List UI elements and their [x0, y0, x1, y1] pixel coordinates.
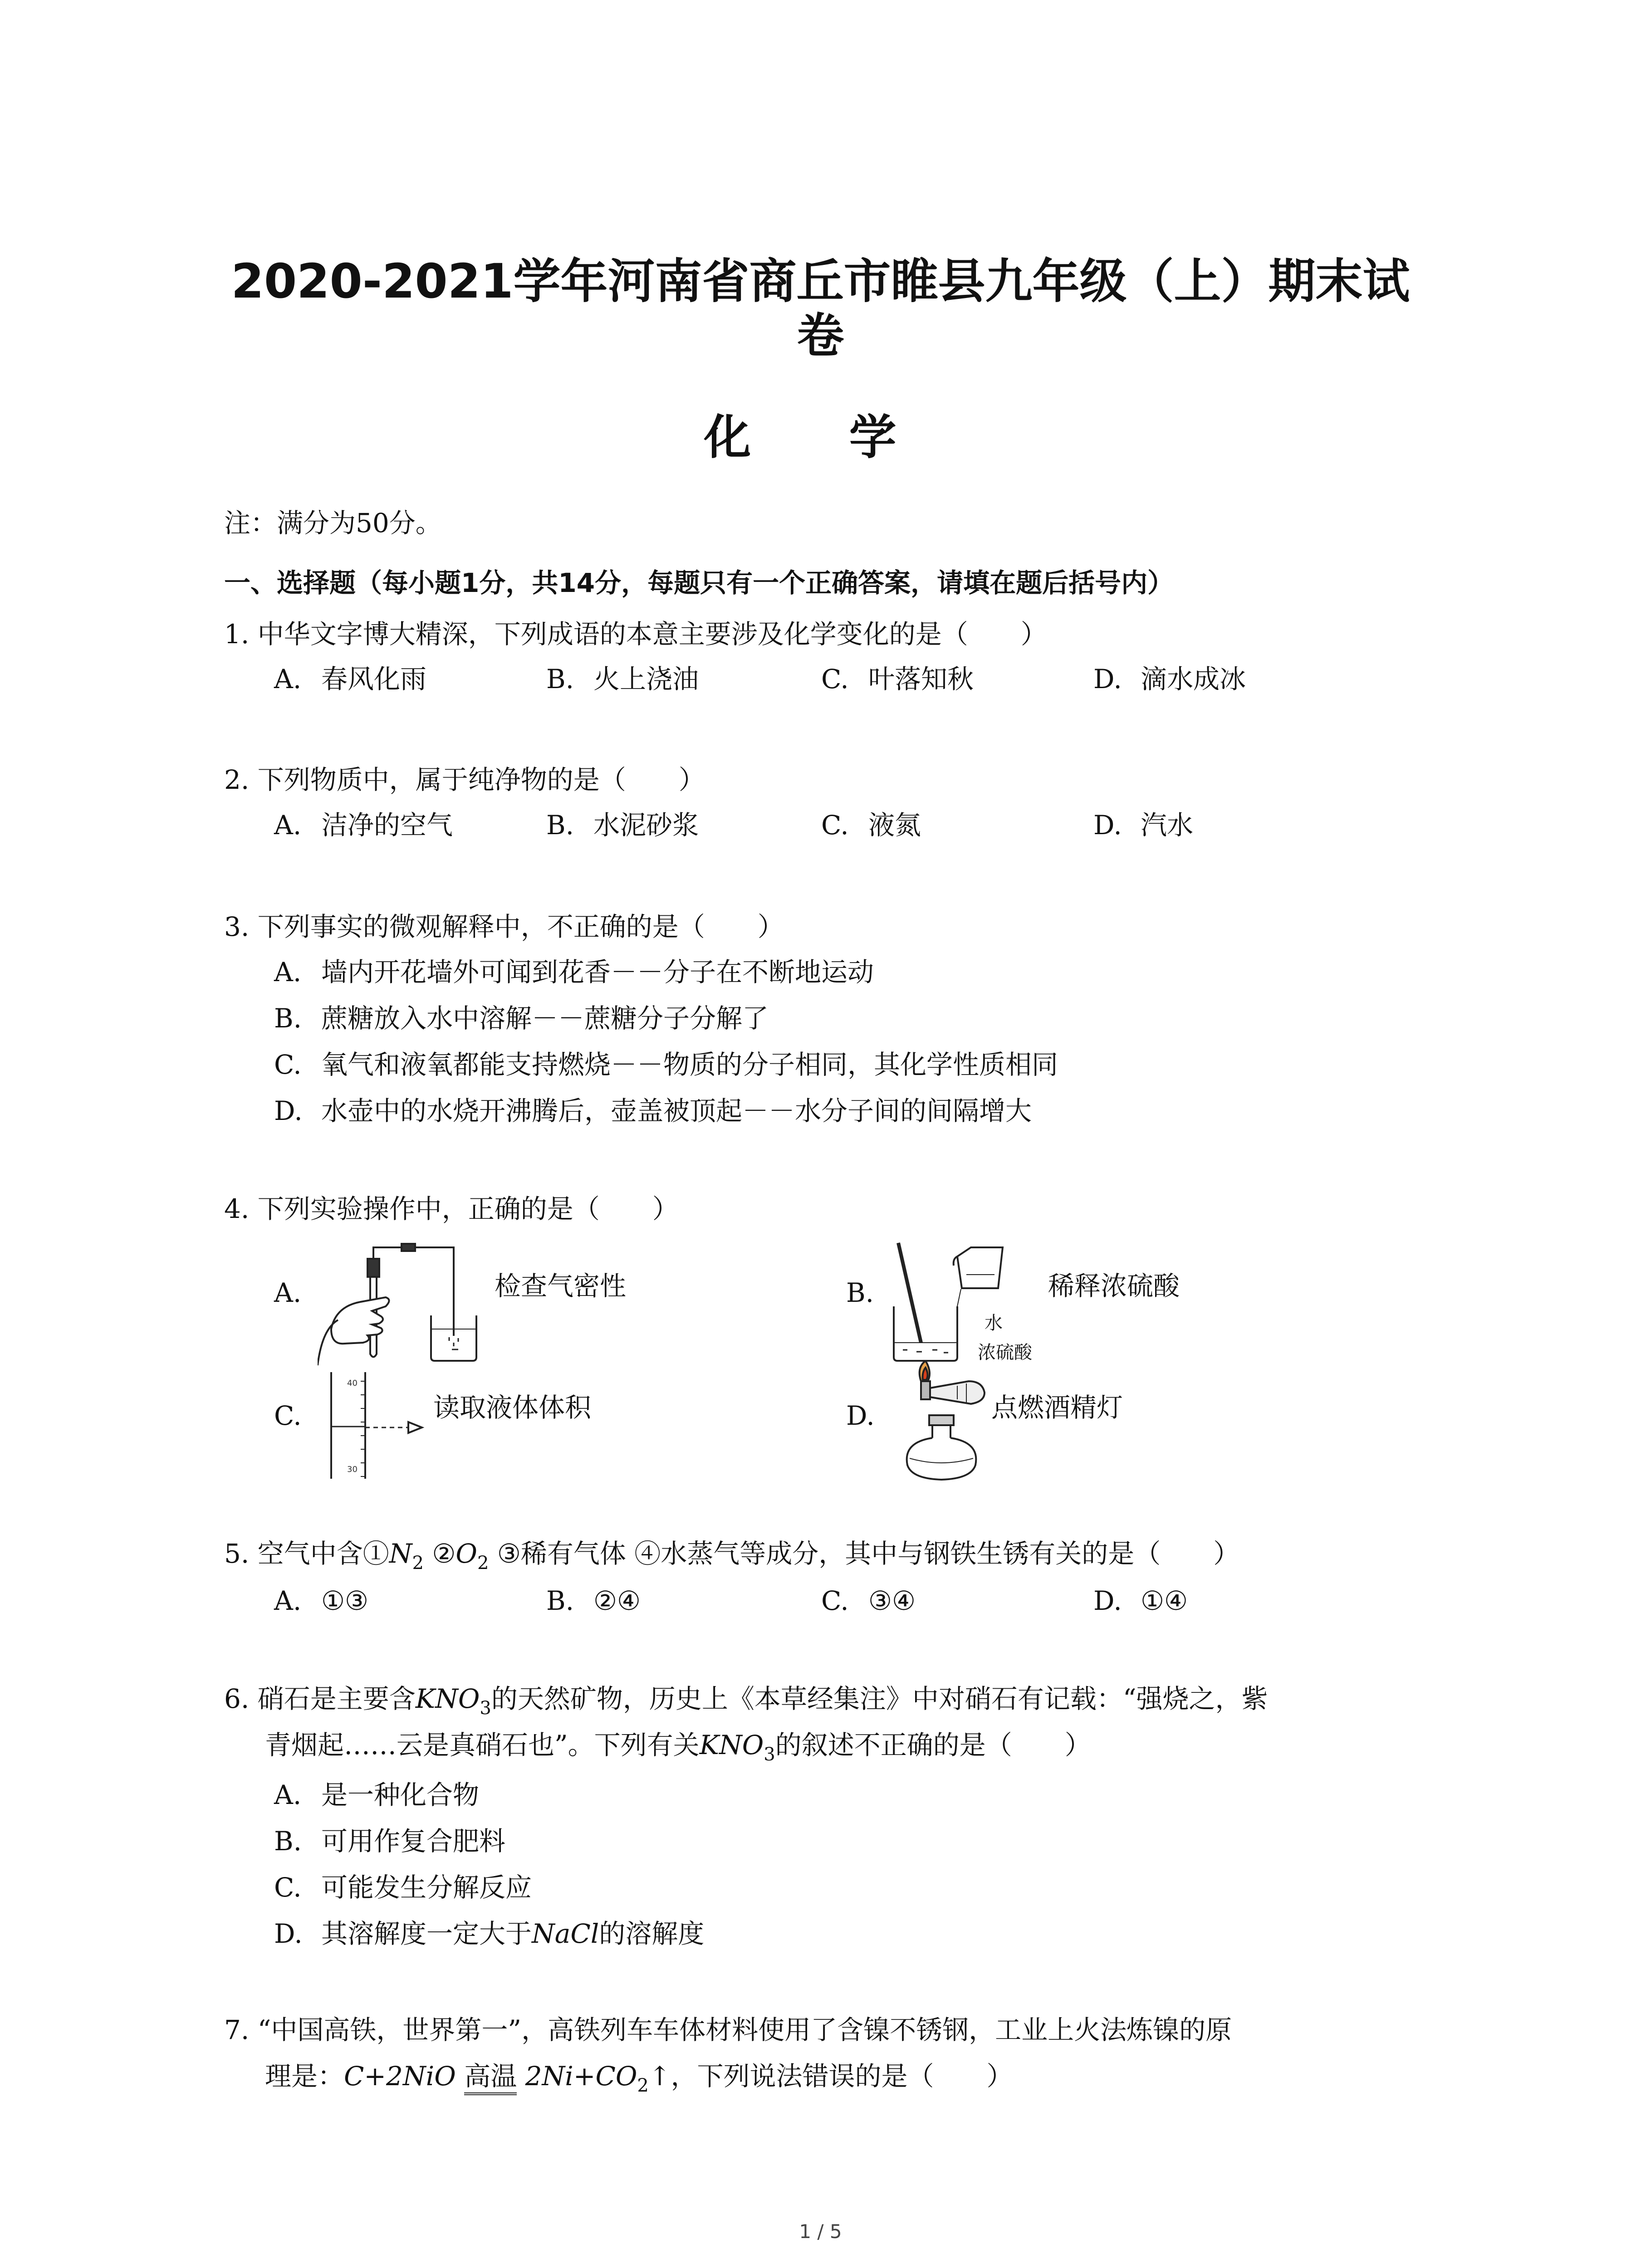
concentrated-acid-label: 浓硫酸 [978, 1342, 1032, 1363]
page-number: 1 / 5 [799, 2220, 842, 2243]
q5-option-a: A. ①③ [274, 1585, 368, 1616]
q3-option-a: A. 墙内开花墙外可闻到花香－－分子在不断地运动 [274, 957, 874, 987]
q1-option-a: A. 春风化雨 [274, 664, 427, 694]
water-label: 水 [985, 1313, 1003, 1334]
q1-option-b: B. 火上浇油 [546, 664, 699, 694]
q5-option-c: C. ③④ [821, 1585, 916, 1616]
q4-option-a-letter: A. [274, 1277, 302, 1308]
q2-option-a: A. 洁净的空气 [274, 810, 453, 841]
q5-option-d: D. ①④ [1093, 1585, 1188, 1616]
q4-option-b-letter: B. [846, 1277, 874, 1308]
tick-label-40: 40 [347, 1378, 358, 1388]
q5-stem: 5. 空气中含$①N_2$ $②O_2$ ③稀有气体 ④水蒸气等成分，其中与钢铁生锈有关的是（ ） [224, 1538, 1240, 1574]
q6-option-b: B. 可用作复合肥料 [274, 1826, 506, 1857]
exam-title [113, 254, 1528, 363]
q6-option-d: D. 其溶解度一定大于NaCl的溶解度 [274, 1918, 705, 1949]
q2-option-c: C. 液氮 [821, 810, 921, 841]
q1-stem: 1. 中华文字博大精深，下列成语的本意主要涉及化学变化的是（ ） [224, 619, 1047, 650]
q5-option-b: B. ②④ [546, 1585, 641, 1616]
q4-option-c-text: 读取液体体积 [433, 1392, 592, 1423]
q4-stem: 4. 下列实验操作中，正确的是（ ） [224, 1193, 679, 1224]
exam-title-line2: 卷 [797, 308, 844, 363]
reaction-condition: 高温 [464, 2061, 517, 2095]
q3-option-b: B. 蔗糖放入水中溶解－－蔗糖分子分解了 [274, 1003, 769, 1034]
section-heading: 一、选择题（每小题1分，共14分，每题只有一个正确答案，请填在题后括号内） [224, 567, 1174, 598]
subject-title: 化 学 [704, 410, 937, 465]
graduated-cylinder-illustration [322, 1368, 431, 1486]
q2-option-b: B. 水泥砂浆 [546, 810, 699, 841]
q2-option-d: D. 汽水 [1093, 810, 1194, 841]
q4-option-d-letter: D. [846, 1400, 875, 1431]
q6-option-c: C. 可能发生分解反应 [274, 1872, 532, 1903]
score-note: 注：满分为50分。 [224, 508, 442, 538]
q4-option-d-text: 点燃酒精灯 [991, 1392, 1123, 1423]
q1-option-c: C. 叶落知秋 [821, 664, 974, 694]
q6-stem-line1: 6. 硝石是主要含$KNO_3$的天然矿物，历史上《本草经集注》中对硝石有记载：“强烧之，紫 [224, 1683, 1268, 1719]
q3-stem: 3. 下列事实的微观解释中，不正确的是（ ） [224, 911, 784, 942]
alcohol-lamp-illustration [889, 1361, 998, 1488]
q4-option-c-letter: C. [274, 1400, 302, 1431]
q7-stem-line2: 理是：C+2NiO 高温 $2Ni+CO_2↑$，下列说法错误的是（ ） [265, 2061, 1013, 2096]
q6-stem-line2: 青烟起……云是真硝石也”。下列有关$KNO_3$的叙述不正确的是（ ） [265, 1730, 1091, 1765]
q4-option-a-text: 检查气密性 [495, 1271, 627, 1301]
tick-label-30: 30 [347, 1465, 358, 1474]
q7-stem-line1: 7. “中国高铁，世界第一”，高铁列车车体材料使用了含镍不锈钢，工业上火法炼镍的原 [224, 2014, 1232, 2045]
q2-stem: 2. 下列物质中，属于纯净物的是（ ） [224, 764, 705, 795]
q3-option-c: C. 氧气和液氧都能支持燃烧－－物质的分子相同，其化学性质相同 [274, 1049, 1058, 1080]
q4-option-b-text: 稀释浓硫酸 [1048, 1271, 1180, 1301]
q3-option-d: D. 水壶中的水烧开沸腾后，壶盖被顶起－－水分子间的间隔增大 [274, 1095, 1032, 1126]
q1-option-d: D. 滴水成冰 [1093, 664, 1246, 694]
exam-title-line1: 2020-2021学年河南省商丘市睢县九年级（上）期末试 [231, 254, 1410, 309]
airtightness-check-illustration [318, 1238, 499, 1370]
q6-option-a: A. 是一种化合物 [274, 1779, 480, 1810]
